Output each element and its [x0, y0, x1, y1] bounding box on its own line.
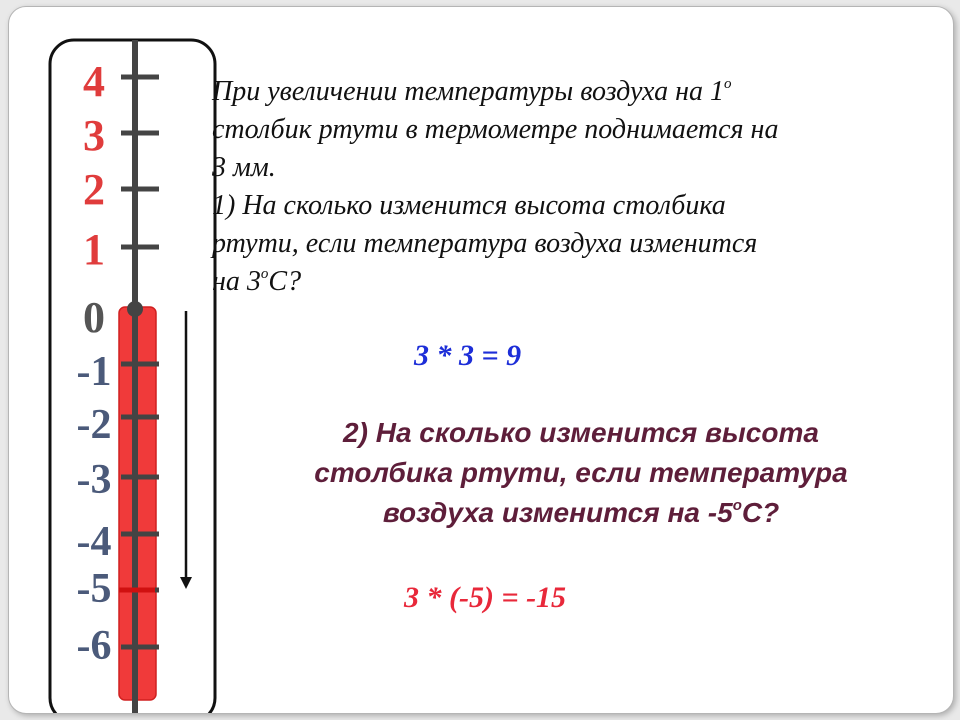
scale-label-2: 2 [83, 165, 105, 214]
scale-label-1: 1 [83, 225, 105, 274]
answer-1: 3 * 3 = 9 [414, 339, 522, 372]
question-2-line-3-end: С? [741, 497, 780, 528]
question-2-line-3-text: воздуха изменится на -5 [382, 497, 733, 528]
down-arrow-head [180, 577, 192, 589]
scale-label-minus-6: -6 [76, 623, 112, 669]
question-1-line-1: 1) На сколько изменится высота столбика [212, 190, 726, 221]
scale-label-minus-1: -1 [76, 349, 112, 395]
scale-label-minus-5: -5 [76, 566, 112, 612]
problem-line-2: столбик ртути в термометре поднимается на [212, 114, 779, 145]
scale-label-3: 3 [83, 111, 105, 160]
degree-sup: о [260, 266, 269, 282]
problem-line-1-text: При увеличении температуры воздуха на 1 [212, 76, 724, 107]
question-2 [241, 413, 921, 533]
degree-sup: о [732, 497, 742, 514]
question-2-line-2: столбика ртути, если температура [314, 457, 848, 488]
scale-label-4: 4 [83, 57, 105, 106]
slide [8, 6, 954, 714]
question-1-line-2: ртути, если температура воздуха изменится [212, 228, 758, 259]
question-1-line-3 [212, 263, 954, 301]
question-1-line-3-text: на 3 [212, 266, 261, 297]
question-2-line-1: 2) На сколько изменится высота [343, 417, 819, 448]
problem-line-3: 3 мм. [212, 152, 276, 183]
problem-line-1 [212, 73, 954, 111]
problem-statement [212, 73, 954, 301]
answer-2: 3 * (-5) = -15 [404, 581, 567, 614]
scale-label-minus-4: -4 [76, 519, 112, 565]
question-2-line-3 [241, 493, 921, 533]
degree-sup: о [723, 76, 732, 92]
scale-label-minus-2: -2 [76, 402, 112, 448]
question-1-line-3-end: С? [268, 266, 302, 297]
scale-label-minus-3: -3 [76, 457, 112, 503]
scale-label-0: 0 [83, 293, 105, 342]
